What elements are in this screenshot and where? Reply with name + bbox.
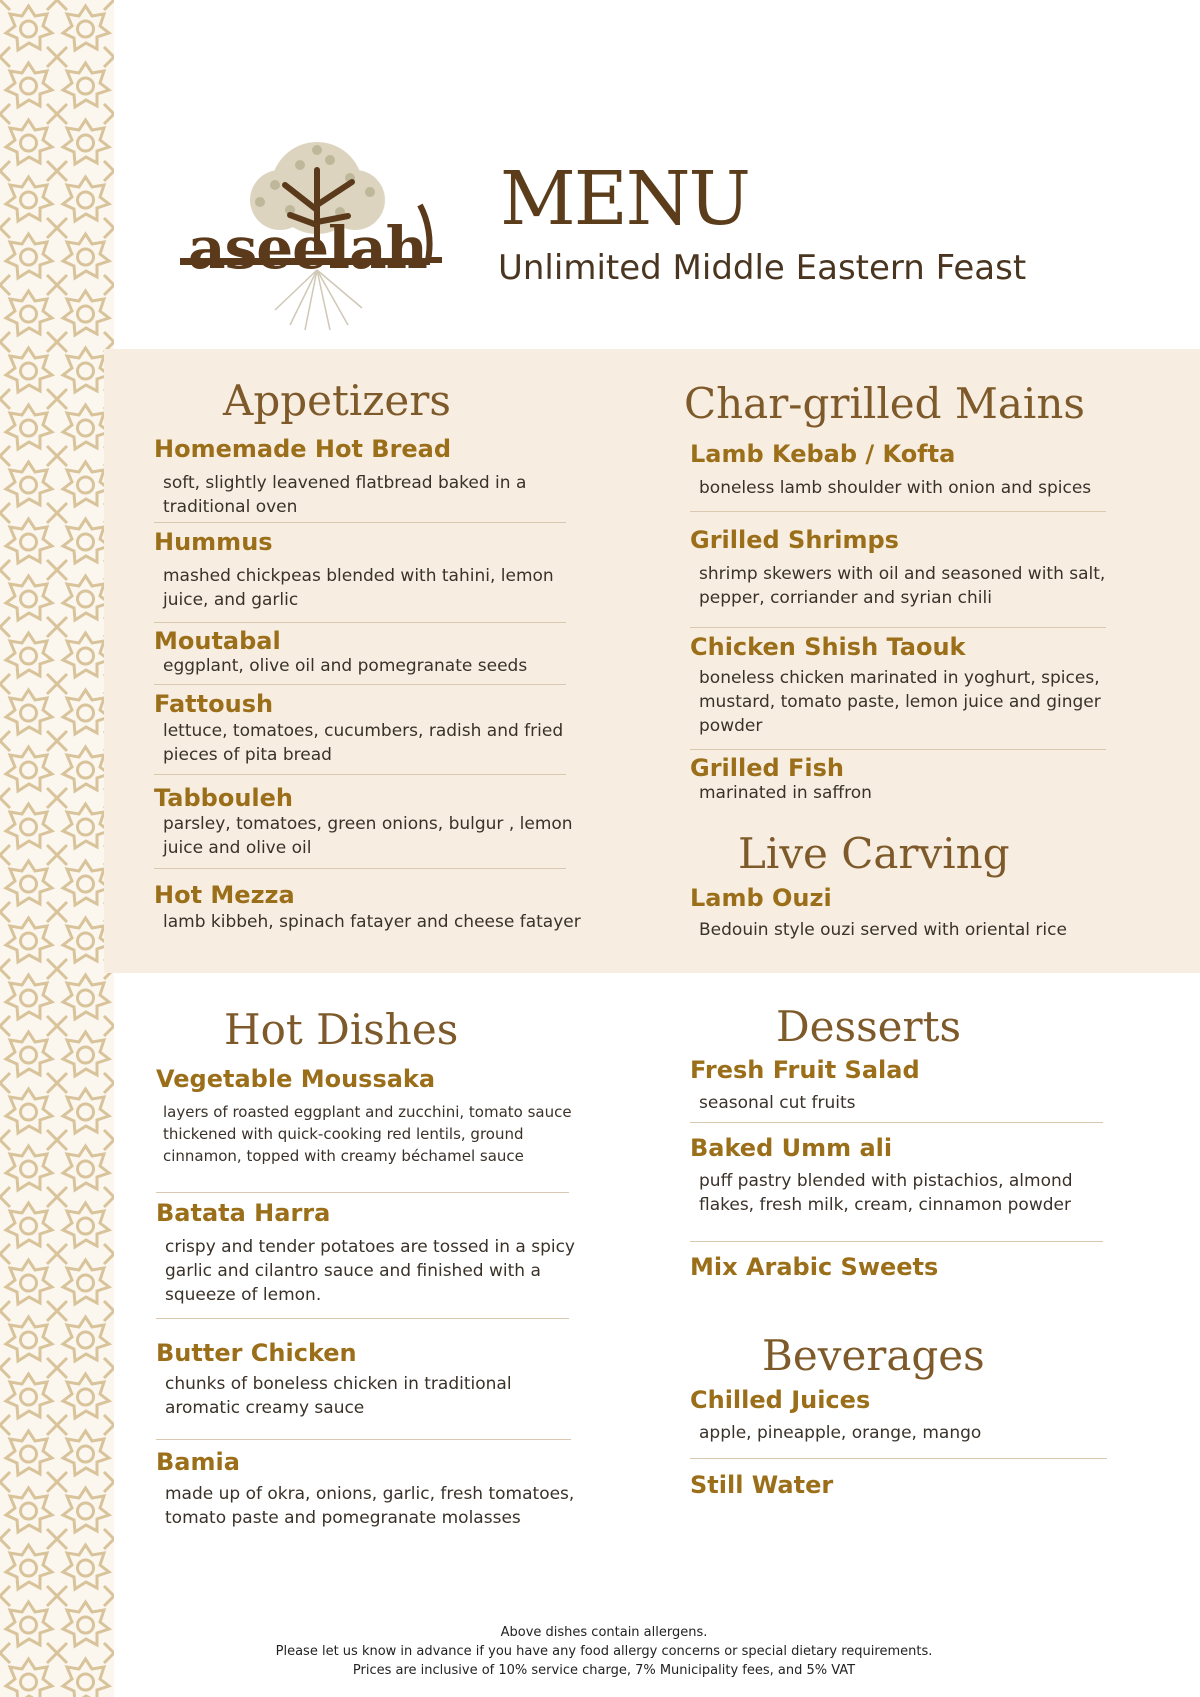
item-desc-bamia: made up of okra, onions, garlic, fresh tomatoes, tomato paste and pomegranate molasses [165, 1484, 575, 1528]
item-desc-hot-mezza: lamb kibbeh, spinach fatayer and cheese fatayer [163, 912, 581, 932]
section-title-live-carving: Live Carving [738, 829, 1010, 878]
item-name-butter-chicken: Butter Chicken [156, 1339, 357, 1367]
divider [690, 627, 1106, 628]
divider [154, 522, 566, 523]
item-desc-tabbouleh: parsley, tomatoes, green onions, bulgur , lemon juice and olive oil [163, 814, 573, 858]
divider [154, 622, 566, 623]
item-name-grilled-shrimps: Grilled Shrimps [690, 526, 899, 554]
menu-title: MENU [500, 156, 749, 242]
item-desc-chilled-juices: apple, pineapple, orange, mango [699, 1423, 982, 1443]
item-desc-vegetable-moussaka: layers of roasted eggplant and zucchini, tomato sauce thickened with quick-cooking red lentils, ground cinnamon, topped with creamy béchamel sauce [163, 1103, 572, 1165]
side-geometric-pattern [0, 0, 114, 1697]
item-name-fresh-fruit-salad: Fresh Fruit Salad [690, 1056, 920, 1084]
menu-subtitle: Unlimited Middle Eastern Feast [498, 248, 1027, 288]
item-desc-lamb-kebab-kofta: boneless lamb shoulder with onion and spices [699, 478, 1092, 498]
item-name-mix-arabic-sweets: Mix Arabic Sweets [690, 1253, 939, 1281]
divider [156, 1192, 569, 1193]
item-name-hot-mezza: Hot Mezza [154, 881, 295, 909]
brand-logo [180, 130, 455, 340]
item-name-homemade-hot-bread: Homemade Hot Bread [154, 435, 452, 463]
item-desc-moutabal: eggplant, olive oil and pomegranate seeds [163, 656, 528, 676]
item-desc-homemade-hot-bread: soft, slightly leavened flatbread baked in a traditional oven [163, 473, 527, 517]
section-title-beverages: Beverages [762, 1331, 985, 1380]
item-name-still-water: Still Water [690, 1471, 834, 1499]
item-desc-grilled-fish: marinated in saffron [699, 783, 872, 803]
divider [690, 749, 1106, 750]
item-name-lamb-kebab-kofta: Lamb Kebab / Kofta [690, 440, 956, 468]
item-name-baked-umm-ali: Baked Umm ali [690, 1134, 893, 1162]
footer-line-dietary: Please let us know in advance if you have any food allergy concerns or special dietary requirements. [275, 1644, 933, 1659]
item-name-chicken-shish-taouk: Chicken Shish Taouk [690, 633, 966, 661]
item-desc-baked-umm-ali: puff pastry blended with pistachios, almond flakes, fresh milk, cream, cinnamon powder [699, 1171, 1073, 1215]
item-name-fattoush: Fattoush [154, 690, 274, 718]
item-desc-hummus: mashed chickpeas blended with tahini, lemon juice, and garlic [163, 566, 554, 610]
item-desc-butter-chicken: chunks of boneless chicken in traditional aromatic creamy sauce [165, 1374, 512, 1418]
item-name-vegetable-moussaka: Vegetable Moussaka [156, 1065, 436, 1093]
divider [154, 774, 566, 775]
divider [690, 1241, 1103, 1242]
allergen-footer [104, 1623, 1104, 1680]
item-name-grilled-fish: Grilled Fish [690, 754, 845, 782]
footer-line-allergens: Above dishes contain allergens. [500, 1625, 708, 1640]
divider [154, 868, 566, 869]
item-desc-grilled-shrimps: shrimp skewers with oil and seasoned with salt, pepper, corriander and syrian chili [699, 564, 1106, 608]
footer-line-prices: Prices are inclusive of 10% service charge, 7% Municipality fees, and 5% VAT [352, 1663, 856, 1678]
section-title-char-grilled-mains: Char-grilled Mains [684, 379, 1085, 428]
divider [690, 1458, 1107, 1459]
item-name-lamb-ouzi: Lamb Ouzi [690, 884, 832, 912]
divider [156, 1439, 571, 1440]
section-title-appetizers: Appetizers [223, 376, 451, 425]
logo-wordmark: aseelah [188, 214, 427, 282]
item-name-hummus: Hummus [154, 528, 273, 556]
item-desc-fattoush: lettuce, tomatoes, cucumbers, radish and fried pieces of pita bread [163, 721, 564, 765]
divider [690, 511, 1106, 512]
item-desc-chicken-shish-taouk: boneless chicken marinated in yoghurt, spices, mustard, tomato paste, lemon juice and ginger powder [699, 668, 1101, 736]
section-title-hot-dishes: Hot Dishes [224, 1005, 459, 1054]
item-name-chilled-juices: Chilled Juices [690, 1386, 871, 1414]
item-desc-lamb-ouzi: Bedouin style ouzi served with oriental rice [699, 920, 1067, 940]
item-name-bamia: Bamia [156, 1448, 240, 1476]
item-name-tabbouleh: Tabbouleh [154, 784, 293, 812]
item-desc-fresh-fruit-salad: seasonal cut fruits [699, 1093, 856, 1113]
item-name-batata-harra: Batata Harra [156, 1199, 331, 1227]
divider [690, 1122, 1103, 1123]
item-desc-batata-harra: crispy and tender potatoes are tossed in a spicy garlic and cilantro sauce and finished with a squeeze of lemon. [165, 1237, 575, 1305]
item-name-moutabal: Moutabal [154, 627, 281, 655]
section-title-desserts: Desserts [776, 1002, 962, 1051]
divider [156, 1318, 569, 1319]
divider [154, 684, 566, 685]
